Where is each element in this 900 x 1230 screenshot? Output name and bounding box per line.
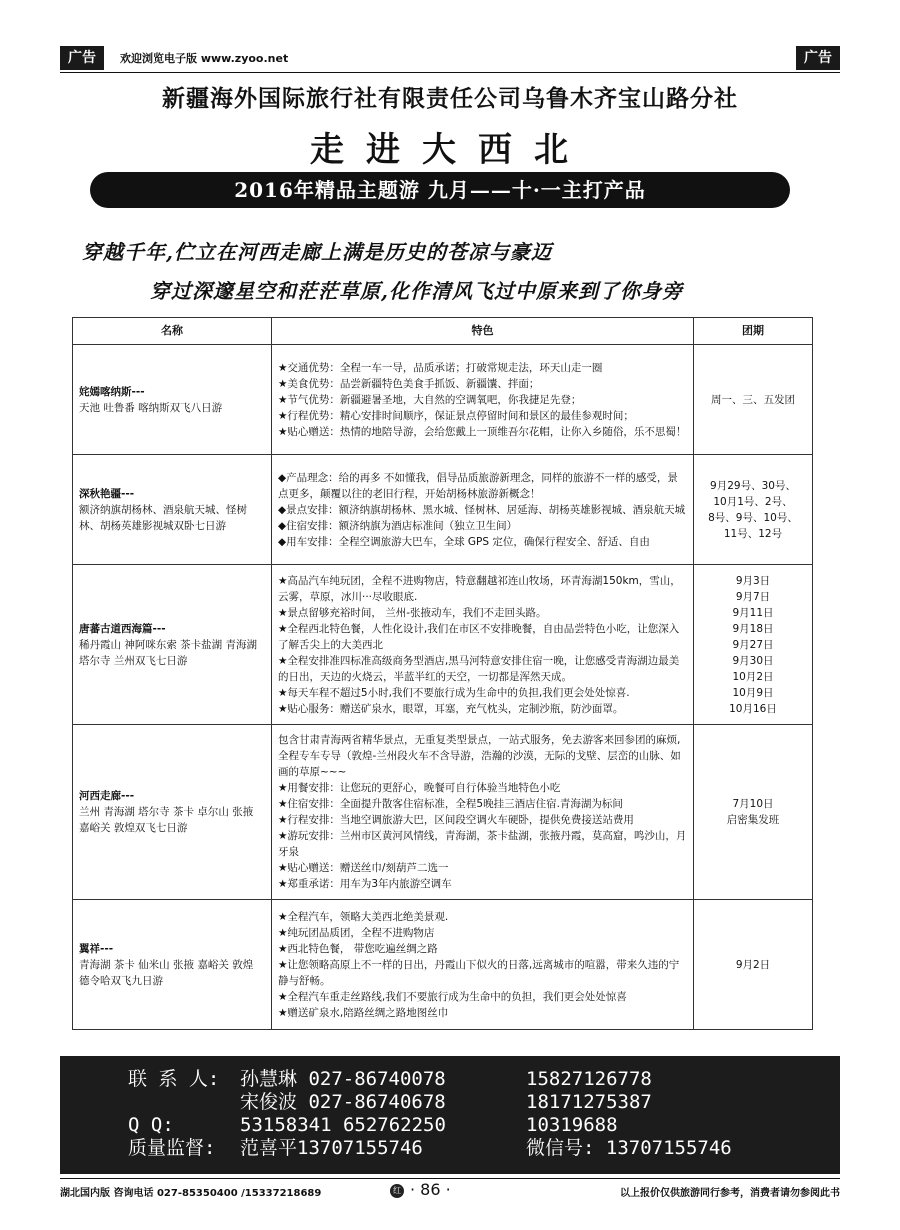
feature-line: ★节气优势：新疆避暑圣地，大自然的空调氧吧，你我捷足先登； xyxy=(278,393,582,406)
company-title: 新疆海外国际旅行社有限责任公司乌鲁木齐宝山路分社 xyxy=(162,86,738,112)
date-line: 9月29号、30号、 xyxy=(710,479,796,492)
top-bar xyxy=(60,46,840,70)
date-line: 9月30日 xyxy=(732,654,774,667)
date-line: 9月7日 xyxy=(735,590,771,603)
tour-name: 姹嫣喀纳斯--- xyxy=(79,385,145,398)
date-line: 9月11日 xyxy=(732,606,774,619)
theme-banner: 2016年精品主题游 九月——十·一主打产品 xyxy=(90,172,790,208)
headline: 走进大西北 xyxy=(310,130,590,170)
tour-name-cell xyxy=(73,725,272,900)
date-line: 9月3日 xyxy=(735,574,771,587)
feature-line: ★全程西北特色餐，人性化设计,我们在市区不安排晚餐，自由品尝特色小吃，让您深入了解舌尖上的大美西北 xyxy=(278,622,680,651)
feature-line: ★高品汽车纯玩团，全程不进购物店，特意翻越祁连山牧场，环青海湖150km，雪山，云雾，草原，冰川···尽收眼底. xyxy=(278,574,681,603)
tour-features-cell xyxy=(272,725,694,900)
feature-line: ★全程汽车，领略大美西北绝美景观. xyxy=(278,910,449,923)
feature-line: ★行程安排：当地空调旅游大巴，区间段空调火车硬卧，提供免费接送站费用 xyxy=(278,814,634,826)
site-url-text: 欢迎浏览电子版 www.zyoo.net xyxy=(120,52,289,65)
tour-features-cell xyxy=(272,900,694,1030)
date-line: 9月2日 xyxy=(735,958,771,971)
feature-line: ◆产品理念：给的再多 不如懂我，倡导品质旅游新理念，同样的旅游不一样的感受，景点更多，颠覆以往的老旧行程，开始胡杨林旅游新概念！ xyxy=(278,471,678,500)
feature-line: ★行程优势：精心安排时间顺序，保证景点停留时间和景区的最佳参观时间； xyxy=(278,409,634,422)
date-line: 11号、12号 xyxy=(723,527,783,540)
tour-dates-cell xyxy=(694,345,813,455)
date-line: 9月27日 xyxy=(732,638,774,651)
feature-line: ★每天车程不超过5小时,我们不要旅行成为生命中的负担,我们更会处处惊喜. xyxy=(278,686,630,699)
feature-line: ★景点留够充裕时间， 兰州-张掖动车，我们不走回头路。 xyxy=(278,606,547,619)
tour-name-cell xyxy=(73,345,272,455)
qq-label: Q Q: xyxy=(128,1114,174,1136)
feature-line: ★贴心赠送：赠送丝巾/刻葫芦二选一 xyxy=(278,862,449,874)
date-line: 周一、三、五发团 xyxy=(711,393,795,406)
contact-mobile-1: 15827126778 xyxy=(526,1068,652,1090)
ad-label-left: 广告 xyxy=(60,46,104,70)
feature-line: ★贴心赠送：热情的地陪导游，会给您戴上一顶维吾尔花帽，让你入乡随俗，乐不思蜀！ xyxy=(278,425,687,438)
date-line: 10月16日 xyxy=(729,702,777,715)
page-number: · 86 · xyxy=(410,1180,451,1199)
feature-line: ★郑重承诺：用车为3年内旅游空调车 xyxy=(278,878,452,890)
feature-line: ★全程安排准四标准高级商务型酒店,黑马河特意安排住宿一晚，让您感受青海湖边最美的日出，天边的火烧云，半蓝半红的天空，一切都是浑然天成。 xyxy=(278,654,680,683)
tour-name-cell xyxy=(73,455,272,565)
slogan-line-2: 穿过深邃星空和茫茫草原,化作清风飞过中原来到了你身旁 xyxy=(150,279,683,303)
supervise-label: 质量监督: xyxy=(128,1137,216,1159)
tour-name-cell xyxy=(73,900,272,1030)
date-line: 7月10日 xyxy=(732,798,774,810)
feature-line: ◆住宿安排：额济纳旗为酒店标准间（独立卫生间） xyxy=(278,519,518,532)
date-line: 10月9日 xyxy=(732,686,774,699)
tour-features-cell xyxy=(272,345,694,455)
date-line: 8号、9号、10号、 xyxy=(708,511,798,524)
table-row xyxy=(73,900,813,1030)
footer-right-text: 以上报价仅供旅游同行参考，消费者请勿参阅此书 xyxy=(620,1188,840,1199)
page-number-group xyxy=(390,1180,451,1199)
feature-line: ★全程汽车重走丝路线,我们不要旅行成为生命中的负担，我们更会处处惊喜 xyxy=(278,990,627,1003)
feature-line: ★纯玩团品质团，全程不进购物店 xyxy=(278,926,435,939)
header-features: 特色 xyxy=(272,318,694,345)
tour-features-cell xyxy=(272,565,694,725)
feature-line: ★让您领略高原上不一样的日出，丹霞山下似火的日落,远离城市的喧嚣，带来久违的宁静与舒畅。 xyxy=(278,958,680,987)
feature-line: ★贴心服务：赠送矿泉水，眼罩，耳塞，充气枕头，定制沙瓶，防沙面罩。 xyxy=(278,702,624,715)
tour-route: 稀丹霞山 神阿咪东索 茶卡盐湖 青海湖 塔尔寺 兰州双飞七日游 xyxy=(79,638,258,667)
contact-label: 联 系 人: xyxy=(128,1068,220,1090)
tour-name: 河西走廊--- xyxy=(79,790,135,802)
tour-route: 天池 吐鲁番 喀纳斯双飞八日游 xyxy=(79,401,223,414)
top-divider xyxy=(60,72,840,73)
qq-numbers: 53158341 652762250 xyxy=(240,1114,446,1136)
ad-label-right: 广告 xyxy=(796,46,840,70)
feature-line: 包含甘肃青海两省精华景点，无重复类型景点，一站式服务，免去游客来回参团的麻烦,全程专车专导（敦煌-兰州段火车不含导游，浩瀚的沙漠，无际的戈壁、层峦的山脉、如画的草原~~~ xyxy=(278,734,681,778)
footer xyxy=(60,1180,840,1202)
feature-line: ★游玩安排：兰州市区黄河风情线，青海湖，茶卡盐湖，张掖丹霞，莫高窟，鸣沙山，月牙泉 xyxy=(278,830,687,858)
header-name: 名称 xyxy=(73,318,272,345)
contact-person-2: 宋俊波 027-86740678 xyxy=(240,1091,446,1113)
tour-dates-cell xyxy=(694,455,813,565)
table-header-row xyxy=(73,318,813,345)
tour-route: 额济纳旗胡杨林、酒泉航天城、怪树林、胡杨英雄影视城双卧七日游 xyxy=(79,503,247,532)
tour-name: 翼祥--- xyxy=(79,942,114,955)
bottom-divider xyxy=(60,1178,840,1179)
contact-panel xyxy=(60,1056,840,1174)
tour-name: 唐蕃古道西海篇--- xyxy=(79,622,166,635)
date-line: 9月18日 xyxy=(732,622,774,635)
feature-line: ★住宿安排：全面提升散客住宿标准，全程5晚挂三酒店住宿.青海湖为标间 xyxy=(278,798,623,810)
date-line: 启密集发班 xyxy=(726,814,780,826)
supervisor-phone: 范喜平13707155746 xyxy=(240,1137,423,1159)
tour-table xyxy=(72,317,813,1030)
tour-dates-cell xyxy=(694,565,813,725)
tour-route: 青海湖 茶卡 仙米山 张掖 嘉峪关 敦煌 德令哈双飞九日游 xyxy=(79,958,254,987)
table-row xyxy=(73,725,813,900)
tour-name: 深秋艳疆--- xyxy=(79,487,135,500)
publication-logo-icon: 红 xyxy=(390,1184,404,1198)
feature-line: ★西北特色餐， 带您吃遍丝绸之路 xyxy=(278,942,438,955)
footer-left-text: 湖北国内版 咨询电话 027-85350400 /15337218689 xyxy=(60,1188,322,1199)
date-line: 10月2日 xyxy=(732,670,774,683)
feature-line: ★用餐安排：让您玩的更舒心，晚餐可自行体验当地特色小吃 xyxy=(278,782,561,794)
table-row xyxy=(73,565,813,725)
qq-number-3: 10319688 xyxy=(526,1114,618,1136)
slogan-line-1: 穿越千年,伫立在河西走廊上满是历史的苍凉与豪迈 xyxy=(82,240,552,264)
feature-line: ◆用车安排：全程空调旅游大巴车，全球 GPS 定位，确保行程安全、舒适、自由 xyxy=(278,535,650,548)
wechat-id: 微信号: 13707155746 xyxy=(526,1137,732,1159)
contact-mobile-2: 18171275387 xyxy=(526,1091,652,1113)
tour-name-cell xyxy=(73,565,272,725)
feature-line: ★交通优势：全程一车一导，品质承诺；打破常规走法，环天山走一圈 xyxy=(278,361,603,374)
tour-dates-cell xyxy=(694,900,813,1030)
table-row xyxy=(73,455,813,565)
table-row xyxy=(73,345,813,455)
contact-person-1: 孙慧琳 027-86740078 xyxy=(240,1068,446,1090)
tour-features-cell xyxy=(272,455,694,565)
header-dates: 团期 xyxy=(694,318,813,345)
tour-dates-cell xyxy=(694,725,813,900)
feature-line: ◆景点安排：额济纳旗胡杨林、黑水城、怪树林、居延海、胡杨英雄影视城、酒泉航天城 xyxy=(278,503,686,516)
date-line: 10月1号、2号、 xyxy=(713,495,793,508)
tour-route: 兰州 青海湖 塔尔寺 茶卡 卓尔山 张掖 嘉峪关 敦煌双飞七日游 xyxy=(79,806,254,834)
feature-line: ★赠送矿泉水,陪路丝绸之路地图丝巾 xyxy=(278,1006,449,1019)
feature-line: ★美食优势：品尝新疆特色美食手抓饭、新疆馕、拌面； xyxy=(278,377,540,390)
